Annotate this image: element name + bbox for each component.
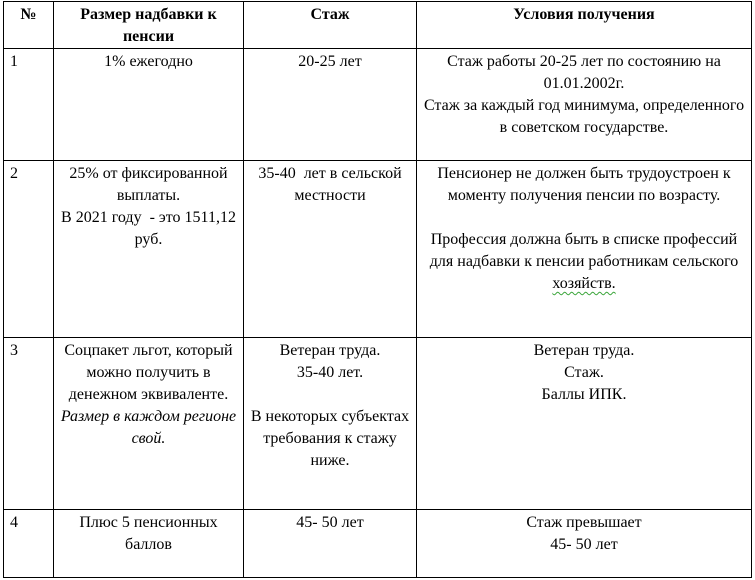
supplement-size-text: В 2021 году - это 1511,12 руб.: [61, 209, 240, 248]
conditions-cell: [417, 161, 752, 338]
conditions-text: 45- 50 лет: [550, 536, 618, 553]
experience-text: 35-40 лет в сельской местности: [258, 165, 406, 204]
pension-supplement-table: [3, 1, 752, 578]
header-number: №: [4, 2, 54, 49]
supplement-size-cell: [54, 161, 244, 338]
supplement-size-note: Размер в каждом регионе свой.: [60, 408, 241, 447]
supplement-size-text: Соцпакет льгот, который можно получить в денежном эквиваленте.: [64, 342, 237, 403]
row-number: 4: [4, 510, 54, 578]
experience-cell: [244, 49, 417, 161]
header-supplement-size: Размер надбавки к пенсии: [54, 2, 244, 49]
conditions-text-part: Профессия должна быть в списке профессий для надбавки к пенсии работникам сельского: [429, 231, 742, 270]
conditions-text: Баллы ИПК.: [541, 386, 627, 403]
experience-cell: [244, 510, 417, 578]
experience-text: 45- 50 лет: [296, 514, 364, 531]
row-number: 1: [4, 49, 54, 161]
experience-text: Ветеран труда.: [279, 342, 381, 359]
table-row: [4, 338, 752, 510]
conditions-cell: [417, 49, 752, 161]
supplement-size-cell: [54, 510, 244, 578]
experience-cell: [244, 338, 417, 510]
table-row: [4, 161, 752, 338]
conditions-text: Стаж за каждый год минимума, определенного в советском государстве.: [423, 97, 749, 136]
supplement-size-cell: [54, 338, 244, 510]
header-experience: Стаж: [244, 2, 417, 49]
conditions-text: Стаж работы 20-25 лет по состоянию на 01.01.2002г.: [447, 53, 725, 92]
conditions-cell: [417, 510, 752, 578]
conditions-text: Ветеран труда.: [533, 342, 635, 359]
experience-cell: [244, 161, 417, 338]
supplement-size-text: 1% ежегодно: [104, 53, 193, 70]
supplement-size-cell: [54, 49, 244, 161]
conditions-text: Пенсионер не должен быть трудоустроен к моменту получения пенсии по возрасту.: [437, 165, 735, 204]
paragraph-gap: [423, 207, 745, 229]
row-number: 2: [4, 161, 54, 338]
experience-text: 35-40 лет.: [296, 364, 364, 381]
conditions-text: [423, 229, 745, 295]
table-header-row: [4, 2, 752, 49]
table-row: [4, 49, 752, 161]
conditions-text: Стаж превышает: [526, 514, 642, 531]
row-number: 3: [4, 338, 54, 510]
experience-text: 20-25 лет: [298, 53, 362, 70]
supplement-size-text: Плюс 5 пенсионных баллов: [79, 514, 222, 553]
conditions-cell: [417, 338, 752, 510]
experience-text: В некоторых субъектах требования к стажу ниже.: [250, 408, 414, 469]
conditions-text: Стаж.: [564, 364, 604, 381]
spellcheck-underlined-word: хозяйств.: [552, 275, 616, 292]
paragraph-gap: [250, 384, 410, 406]
table-row: [4, 510, 752, 578]
header-conditions: Условия получения: [417, 2, 752, 49]
supplement-size-text: 25% от фиксированной выплаты.: [69, 165, 232, 204]
